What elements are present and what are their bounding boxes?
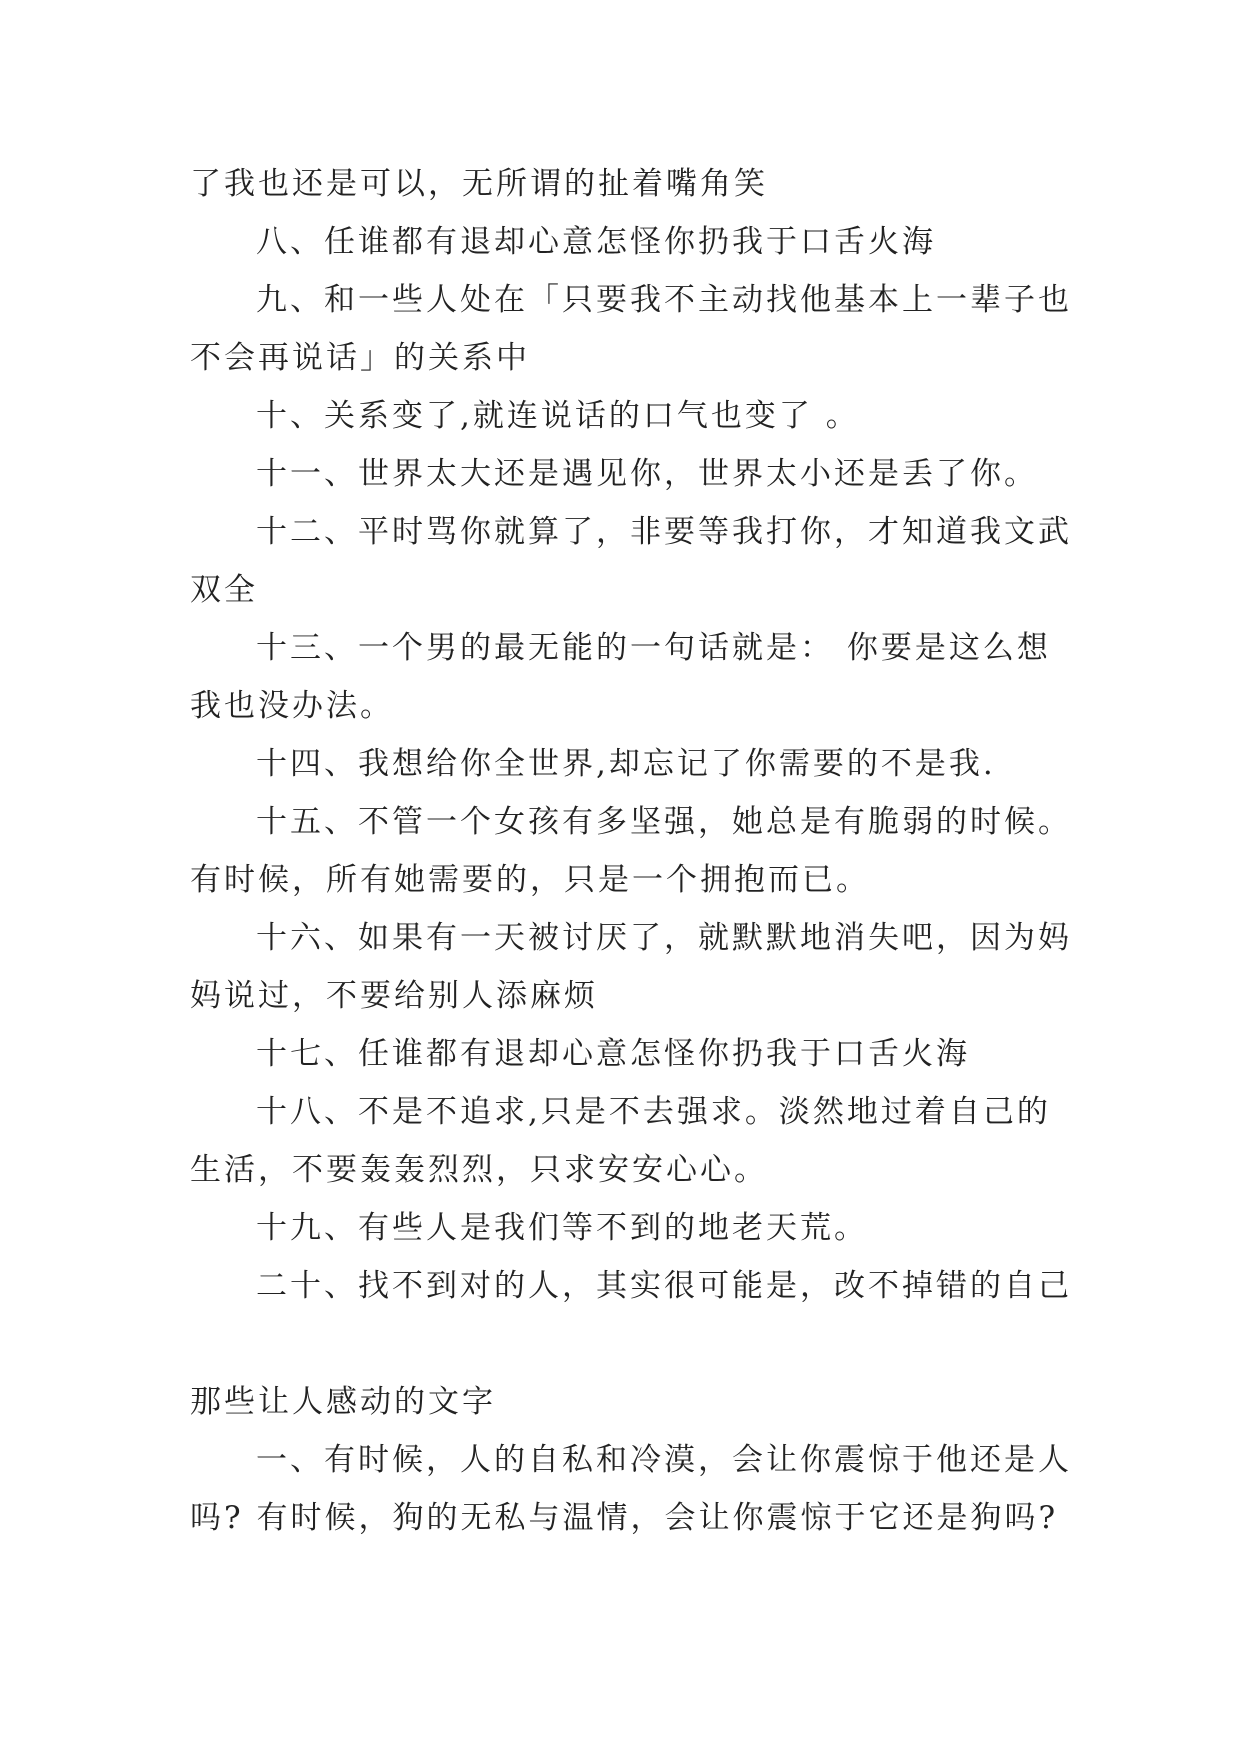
paragraph: [190, 793, 1070, 909]
text-line: 九、和一些人处在「只要我不主动找他基本上一辈子也: [256, 282, 1072, 318]
section-title: 那些让人感动的文字: [190, 1384, 496, 1420]
text-line: 十八、不是不追求,只是不去强求。淡然地过着自己的: [256, 1094, 1051, 1130]
text-line: 十、关系变了,就连说话的口气也变了 。: [256, 398, 860, 434]
text-line: 吗? 有时候，狗的无私与温情，会让你震惊于它还是狗吗?: [190, 1500, 1059, 1536]
text-line: 十一、世界太大还是遇见你，世界太小还是丢了你。: [256, 456, 1038, 492]
text-line: 十六、如果有一天被讨厌了，就默默地消失吧，因为妈: [256, 920, 1072, 956]
text-line: 十五、不管一个女孩有多坚强，她总是有脆弱的时候。: [256, 804, 1072, 840]
text-line: 生活，不要轰轰烈烈，只求安安心心。: [190, 1152, 768, 1188]
text-line: 十九、有些人是我们等不到的地老天荒。: [256, 1210, 868, 1246]
paragraph: [190, 735, 1070, 793]
paragraph: [190, 1025, 1070, 1083]
paragraph: [190, 1083, 1070, 1199]
text-line: 十二、平时骂你就算了，非要等我打你，才知道我文武: [256, 514, 1072, 550]
document-body: [190, 155, 1070, 1547]
text-line: 二十、找不到对的人，其实很可能是，改不掉错的自己: [256, 1268, 1072, 1304]
text-line: 十三、一个男的最无能的一句话就是： 你要是这么想: [256, 630, 1051, 666]
text-line: 了我也还是可以，无所谓的扯着嘴角笑: [190, 166, 768, 202]
paragraph: [190, 1199, 1070, 1257]
paragraph: [190, 445, 1070, 503]
paragraph: [190, 213, 1070, 271]
paragraph: [190, 1431, 1070, 1547]
paragraph: [190, 503, 1070, 619]
text-line: 妈说过，不要给别人添麻烦: [190, 978, 598, 1014]
text-line: 十七、任谁都有退却心意怎怪你扔我于口舌火海: [256, 1036, 970, 1072]
text-line: 十四、我想给你全世界,却忘记了你需要的不是我.: [256, 746, 996, 782]
paragraph: [190, 909, 1070, 1025]
paragraph: [190, 619, 1070, 735]
text-line: 双全: [190, 572, 258, 608]
text-line: 八、任谁都有退却心意怎怪你扔我于口舌火海: [256, 224, 936, 260]
paragraph: [190, 1257, 1070, 1315]
paragraph: [190, 387, 1070, 445]
section-spacer: [190, 1315, 1070, 1373]
text-line: 有时候，所有她需要的，只是一个拥抱而已。: [190, 862, 870, 898]
paragraph: [190, 155, 1070, 213]
text-line: 不会再说话」的关系中: [190, 340, 530, 376]
text-line: 一、有时候，人的自私和冷漠，会让你震惊于他还是人: [256, 1442, 1072, 1478]
text-line: 我也没办法。: [190, 688, 394, 724]
paragraph: [190, 271, 1070, 387]
